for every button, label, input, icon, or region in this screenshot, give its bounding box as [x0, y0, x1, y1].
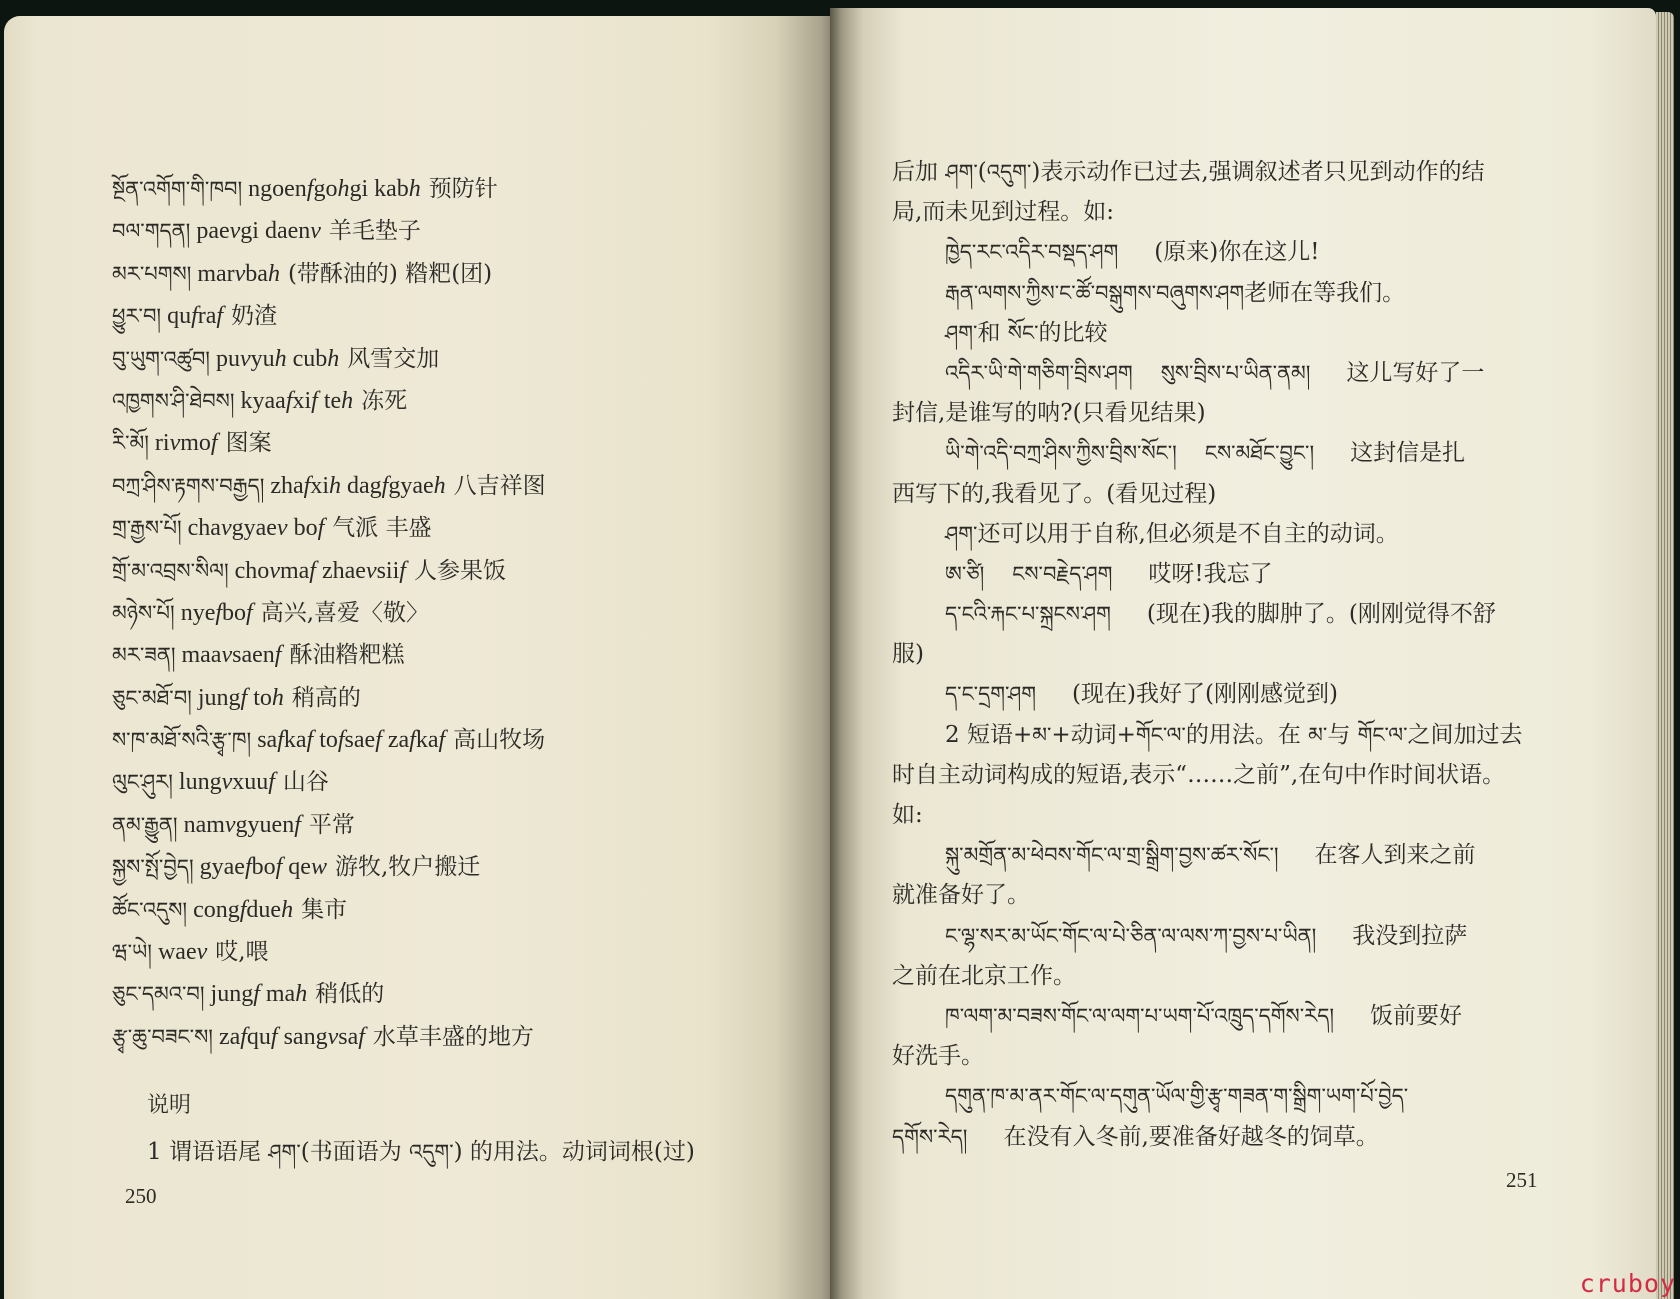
vocab-romanization: rivmof — [154, 430, 218, 457]
vocab-romanization: namvgyuenf — [183, 811, 301, 838]
text-line — [830, 232, 1582, 272]
vocab-entry — [112, 931, 546, 973]
vocab-chinese: 山谷 — [282, 769, 329, 796]
tibetan-text: ཁ་ལག་མ་བཟས་གོང་ལ་ལག་པ་ཡག་པོ་འཁྲུད་དགོས་རེད། — [945, 1003, 1335, 1028]
chinese-text: )表示动作已过去,强调叙述者只见到动作的结 — [1031, 159, 1485, 185]
vocab-tibetan: མར་པགས། — [112, 261, 192, 286]
vocab-entry — [112, 973, 546, 1015]
vocab-tibetan: བལ་གདན། — [112, 219, 191, 244]
chinese-text: 这封信是扎 — [1350, 440, 1466, 467]
vocab-entry — [112, 761, 546, 803]
chinese-text: (现在)我好了(刚刚感觉到) — [1072, 681, 1338, 708]
vocab-chinese: 冻死 — [361, 387, 408, 414]
vocab-chinese: 预防针 — [428, 176, 498, 202]
left-page — [4, 16, 842, 1299]
vocab-tibetan: རྩྭ་ཆུ་བཟང་ས། — [112, 1024, 213, 1049]
vocab-entry — [112, 592, 546, 634]
tibetan-text: ཁྱེད་རང་འདིར་བསྡད་ཤག — [945, 240, 1119, 265]
text-line — [830, 916, 1582, 956]
vocab-entry — [112, 168, 546, 210]
chinese-text: +动词+ — [1051, 721, 1136, 748]
tibetan-text: ང་ལྷ་སར་མ་ཡོང་གོང་ལ་པེ་ཅིན་ལ་ལས་ཀ་བྱས་པ་ཡིན། — [945, 923, 1317, 948]
vocab-chinese: 酥油糌粑糕 — [289, 642, 405, 669]
tibetan-text: གོང་ལ་ — [1357, 722, 1408, 747]
vocab-romanization: waev — [157, 939, 208, 966]
vocab-entry — [112, 846, 546, 888]
tibetan-text: དགོས་རེད། — [892, 1124, 968, 1149]
vocab-romanization: qufraf — [167, 303, 224, 330]
vocab-romanization: chavgyaev bof — [187, 515, 325, 542]
vocab-entry — [112, 210, 546, 252]
vocab-chinese: 人参果饭 — [413, 557, 506, 584]
vocab-tibetan: ཚོང་འདུས། — [112, 897, 188, 922]
vocab-chinese: 水草丰盛的地方 — [372, 1023, 534, 1050]
vocab-romanization: congfdueh — [193, 896, 294, 923]
text-line — [830, 715, 1582, 755]
chinese-text: 的比较 — [1038, 319, 1108, 346]
chinese-text: ) 的用法。动词词根(过) — [453, 1139, 695, 1165]
vocab-entry — [112, 550, 546, 592]
chinese-text: 封信,是谁写的呐?(只看见结果) — [892, 400, 1206, 427]
tibetan-text: ངས་བརྗེད་ཤག — [1012, 561, 1113, 586]
vocab-romanization: maavsaenf — [181, 642, 282, 669]
vocab-romanization: puvyuh cubh — [215, 345, 340, 372]
vocab-romanization: chovmaf zhaevsiif — [234, 557, 406, 584]
vocab-entry — [112, 677, 546, 719]
vocab-romanization: marvbah — [197, 260, 280, 287]
tibetan-text: འདུག་ — [986, 160, 1032, 184]
vocab-chinese: 稍高的 — [291, 684, 361, 711]
text-line — [830, 1117, 1582, 1157]
chinese-text: 这儿写好了一 — [1346, 359, 1485, 386]
chinese-text: (现在)我的脚肿了。(刚刚觉得不舒 — [1146, 601, 1496, 628]
tibetan-text: སུས་བྲིས་པ་ཡིན་ནམ། — [1160, 360, 1311, 385]
tibetan-text: ད་ངའི་རྐང་པ་སྐྲངས་ཤག — [945, 602, 1111, 627]
vocab-chinese: 游牧,牧户搬迁 — [334, 854, 481, 881]
vocab-tibetan: སྔོན་འགོག་གི་ཁབ། — [112, 177, 243, 201]
text-line — [830, 273, 1582, 313]
chinese-text: 服) — [892, 641, 924, 668]
text-line — [830, 755, 1582, 795]
text-line — [830, 152, 1582, 192]
vocab-chinese: 奶渣 — [231, 303, 278, 330]
chinese-text: ( — [977, 159, 987, 185]
vocab-romanization: jungf toh — [197, 684, 284, 711]
text-line — [830, 192, 1582, 232]
vocab-chinese: 哎,喂 — [215, 939, 269, 966]
page-edge-stack — [1656, 12, 1674, 1299]
right-page — [830, 8, 1656, 1299]
chinese-text: 老师在等我们。 — [1244, 279, 1406, 306]
text-line — [830, 1076, 1582, 1116]
vocab-chinese: 高山牧场 — [453, 727, 546, 754]
chinese-text: 西写下的,我看见了。(看见过程) — [892, 480, 1217, 507]
chinese-text: 之前在北京工作。 — [892, 962, 1076, 989]
watermark: cruboy — [1579, 1269, 1676, 1298]
vocab-romanization: nyefbof — [180, 599, 253, 626]
tibetan-text: སོང་ — [1007, 320, 1039, 345]
chinese-text: 与 — [1327, 721, 1358, 748]
vocab-tibetan: མར་ཟན། — [112, 643, 176, 668]
vocab-tibetan: གྲ་རྒྱས་པོ། — [112, 516, 182, 541]
tibetan-text: ཤག་ — [268, 1140, 301, 1164]
chinese-text: 之间加过去 — [1407, 721, 1523, 748]
vocab-romanization: paevgi daenv — [196, 218, 321, 245]
tibetan-text: རྒན་ལགས་ཀྱིས་ང་ཚོ་བསྒུགས་བཞུགས་ཤག — [945, 280, 1245, 305]
vocab-chinese: 八吉祥图 — [453, 472, 546, 499]
text-line — [830, 674, 1582, 714]
text-line — [830, 353, 1582, 393]
vocabulary-list — [112, 168, 546, 1058]
chinese-text: 1 谓语语尾 — [147, 1139, 269, 1165]
vocab-tibetan: ས་ཁ་མཐོ་སའི་རྩྭ་ཁ། — [112, 728, 252, 753]
chinese-text: 我没到拉萨 — [1352, 922, 1468, 949]
vocab-chinese: 集市 — [301, 896, 348, 923]
vocab-tibetan: རི་མོ། — [112, 431, 149, 456]
vocab-entry — [112, 719, 546, 761]
vocab-chinese: 羊毛垫子 — [328, 218, 421, 245]
vocab-entry — [112, 804, 546, 846]
vocab-entry — [112, 253, 546, 295]
tibetan-text: ཤག་ — [945, 521, 978, 546]
explanation-text — [830, 152, 1582, 1157]
vocab-tibetan: ཕྱུར་བ། — [112, 304, 162, 329]
text-line — [830, 835, 1582, 875]
vocab-chinese: 图案 — [225, 430, 272, 457]
tibetan-text: འདིར་ཡི་གེ་གཅིག་བྲིས་ཤག — [945, 360, 1133, 385]
vocab-chinese: 高兴,喜爱〈敬〉 — [260, 599, 429, 626]
vocab-entry — [112, 422, 546, 464]
vocab-tibetan: ནམ་རྒྱུན། — [112, 812, 178, 837]
tibetan-text: སྐུ་མགྲོན་མ་ཕེབས་གོང་ལ་གྲ་སྒྲིག་བྱས་ཚར་སོང་། — [945, 843, 1279, 868]
vocab-romanization: zafquf sangvsaf — [218, 1023, 365, 1050]
vocab-entry — [112, 295, 546, 337]
tibetan-text: མ་ — [1032, 722, 1052, 747]
chinese-text: 局,而未见到过程。如: — [892, 199, 1115, 226]
vocab-entry — [112, 465, 546, 507]
text-line — [830, 594, 1582, 634]
vocab-romanization: jungf mah — [210, 981, 308, 1008]
text-line — [830, 795, 1582, 835]
text-line — [830, 474, 1582, 514]
chinese-text: 和 — [977, 319, 1008, 346]
chinese-text: 就准备好了。 — [892, 882, 1030, 909]
text-line — [830, 514, 1582, 554]
page-number-left: 250 — [125, 1184, 157, 1208]
chinese-text: 在没有入冬前,要准备好越冬的饲草。 — [1003, 1123, 1379, 1150]
vocab-entry — [112, 889, 546, 931]
text-line — [830, 433, 1582, 473]
vocab-romanization: lungvxuuf — [178, 769, 275, 796]
vocab-tibetan: སྐྱས་སྤོ་བྱེད། — [112, 855, 194, 880]
text-line — [830, 1036, 1582, 1076]
chinese-text: 好洗手。 — [892, 1043, 984, 1070]
chinese-text: 哎呀!我忘了 — [1148, 560, 1273, 587]
tibetan-text: ངས་མཐོང་བྱུང་། — [1204, 441, 1315, 466]
chinese-text: (书面语为 — [300, 1139, 410, 1165]
text-line — [830, 956, 1582, 996]
chinese-text: 在客人到来之前 — [1314, 842, 1476, 869]
vocab-romanization: gyaefbof qew — [199, 854, 327, 881]
vocab-romanization: kyaafxif teh — [240, 387, 354, 414]
vocab-romanization: zhafxih dagfgyaeh — [270, 472, 446, 499]
text-line — [830, 554, 1582, 594]
vocab-tibetan: མཉེས་པོ། — [112, 600, 175, 625]
vocab-tibetan: གྲོ་མ་འབྲས་སིལ། — [112, 558, 229, 583]
tibetan-text: མ་ — [1308, 722, 1328, 747]
tibetan-text: ད་ང་དྲག་ཤག — [945, 682, 1037, 707]
tibetan-text: ཤག་ — [945, 160, 978, 184]
text-line — [830, 634, 1582, 674]
text-line — [830, 313, 1582, 353]
chinese-text: 饭前要好 — [1370, 1002, 1463, 1029]
chinese-text: 时自主动词构成的短语,表示“……之前”,在句中作时间状语。 — [892, 761, 1506, 788]
vocab-tibetan: བུ་ཡུག་འཚུབ། — [112, 346, 210, 371]
vocab-entry — [112, 1016, 546, 1058]
vocab-chinese: 稍低的 — [315, 981, 385, 1008]
tibetan-text: གོང་ལ་ — [1135, 722, 1186, 747]
chinese-text: 如: — [892, 802, 923, 828]
vocab-tibetan: འཁྱགས་ཤི་ཐེབས། — [112, 388, 235, 413]
text-line — [830, 393, 1582, 433]
chinese-text: 的用法。在 — [1185, 721, 1309, 748]
note-paragraph — [147, 1137, 695, 1167]
vocab-entry — [112, 634, 546, 676]
vocab-tibetan: བཀྲ་ཤིས་རྟགས་བརྒྱད། — [112, 473, 265, 498]
vocab-chinese: 气派 丰盛 — [332, 515, 432, 542]
tibetan-text: ཡི་གེ་འདི་བཀྲ་ཤིས་ཀྱིས་བྲིས་སོང་། — [945, 441, 1177, 466]
chinese-text: 2 短语+ — [945, 721, 1033, 748]
vocab-tibetan: ཝ་ཡེ། — [112, 940, 152, 965]
tibetan-text: དགུན་ཁ་མ་ནར་གོང་ལ་དགུན་ཡོལ་གྱི་རྩྭ་གཟན་ག་སྒྲིག་ཡག་པོ་བྱེད་ — [945, 1084, 1409, 1109]
vocab-entry — [112, 380, 546, 422]
vocab-tibetan: ཅུང་དམའ་བ། — [112, 982, 205, 1007]
vocab-chinese: (带酥油的) 糌粑(团) — [287, 260, 493, 287]
vocab-entry — [112, 507, 546, 549]
tibetan-text: ཤག་ — [945, 320, 978, 345]
chinese-text: 后加 — [892, 159, 946, 185]
vocab-entry — [112, 338, 546, 380]
vocab-chinese: 风雪交加 — [347, 345, 440, 372]
chinese-text: (原来)你在这儿! — [1154, 239, 1320, 266]
text-line — [830, 996, 1582, 1036]
tibetan-text: འདུག་ — [409, 1140, 454, 1164]
vocab-romanization: safkaf tofsaef zafkaf — [257, 727, 446, 754]
tibetan-text: ཨ་ཙི། — [945, 561, 985, 586]
vocab-chinese: 平常 — [308, 811, 355, 838]
page-number-right: 251 — [1506, 1168, 1538, 1192]
vocab-romanization: ngoenfgohgi kabh — [248, 176, 421, 202]
vocab-tibetan: ཅུང་མཐོ་བ། — [112, 685, 192, 710]
note-heading: 说明 — [147, 1093, 192, 1118]
chinese-text: 还可以用于自称,但必须是不自主的动词。 — [977, 520, 1399, 547]
vocab-tibetan: ལུང་ཤུར། — [112, 770, 173, 795]
text-line — [830, 875, 1582, 915]
